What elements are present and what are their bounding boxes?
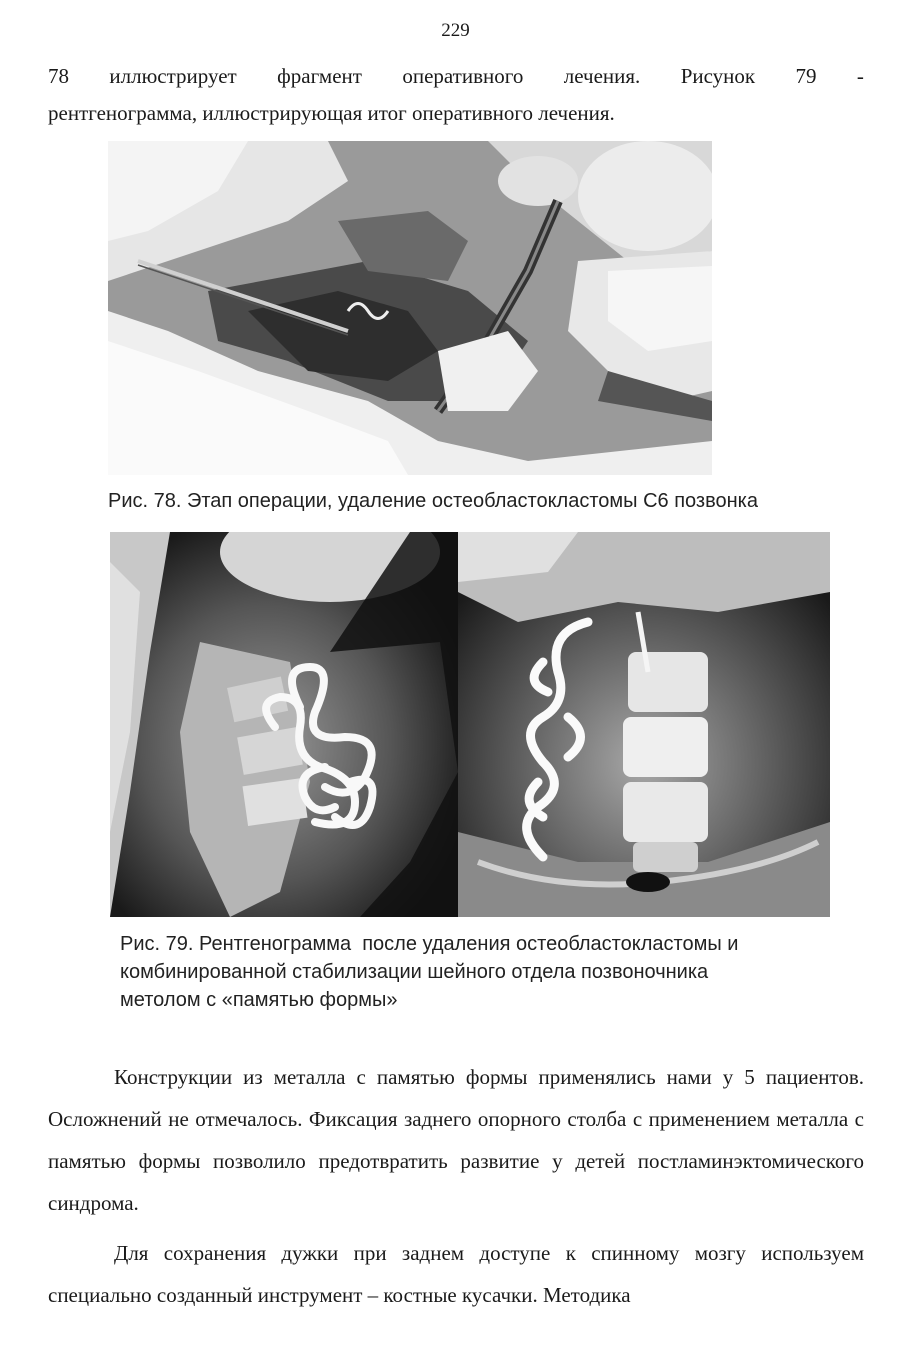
intro-text bbox=[48, 58, 864, 132]
page-number: 229 bbox=[441, 20, 470, 41]
caption-line: метолом с «памятью формы» bbox=[120, 989, 398, 1011]
body-text bbox=[48, 1056, 864, 1316]
intro-word: 79 bbox=[795, 64, 817, 88]
xray-lateral-image bbox=[110, 532, 458, 917]
caption-line: Рис. 79. Рентгенограмма после удаления остеобластокластомы и bbox=[120, 933, 739, 955]
caption-line: комбинированной стабилизации шейного отдела позвоночника bbox=[120, 961, 709, 983]
paragraph: Конструкции из металла с памятью формы применялись нами у 5 пациентов. Осложнений не отмечалось. Фиксация заднего опорного столба с применением металла с памятью формы позволило предотвратить развитие у детей постламинэктомического синдрома. bbox=[48, 1065, 864, 1215]
paragraph: Для сохранения дужки при заднем доступе к спинному мозгу используем специально созданный инструмент – костные кусачки. Методика bbox=[48, 1241, 864, 1307]
intro-line-2: рентгенограмма, иллюстрирующая итог оперативного лечения. bbox=[48, 101, 615, 125]
intro-word: иллюстрирует bbox=[109, 64, 237, 88]
intro-word: Рисунок bbox=[680, 64, 756, 88]
figure-79-caption bbox=[120, 930, 840, 1014]
figure-78-caption: Рис. 78. Этап операции, удаление остеобластокластомы С6 позвонка bbox=[108, 490, 758, 512]
intro-word: лечения. bbox=[563, 64, 641, 88]
xray-ap-image bbox=[458, 532, 830, 917]
intro-word: 78 bbox=[48, 64, 69, 88]
surgery-photo bbox=[108, 141, 712, 475]
intro-word: оперативного bbox=[402, 64, 524, 88]
intro-word: фрагмент bbox=[277, 64, 362, 88]
intro-word: - bbox=[856, 64, 864, 88]
intro-line-1 bbox=[48, 58, 864, 95]
